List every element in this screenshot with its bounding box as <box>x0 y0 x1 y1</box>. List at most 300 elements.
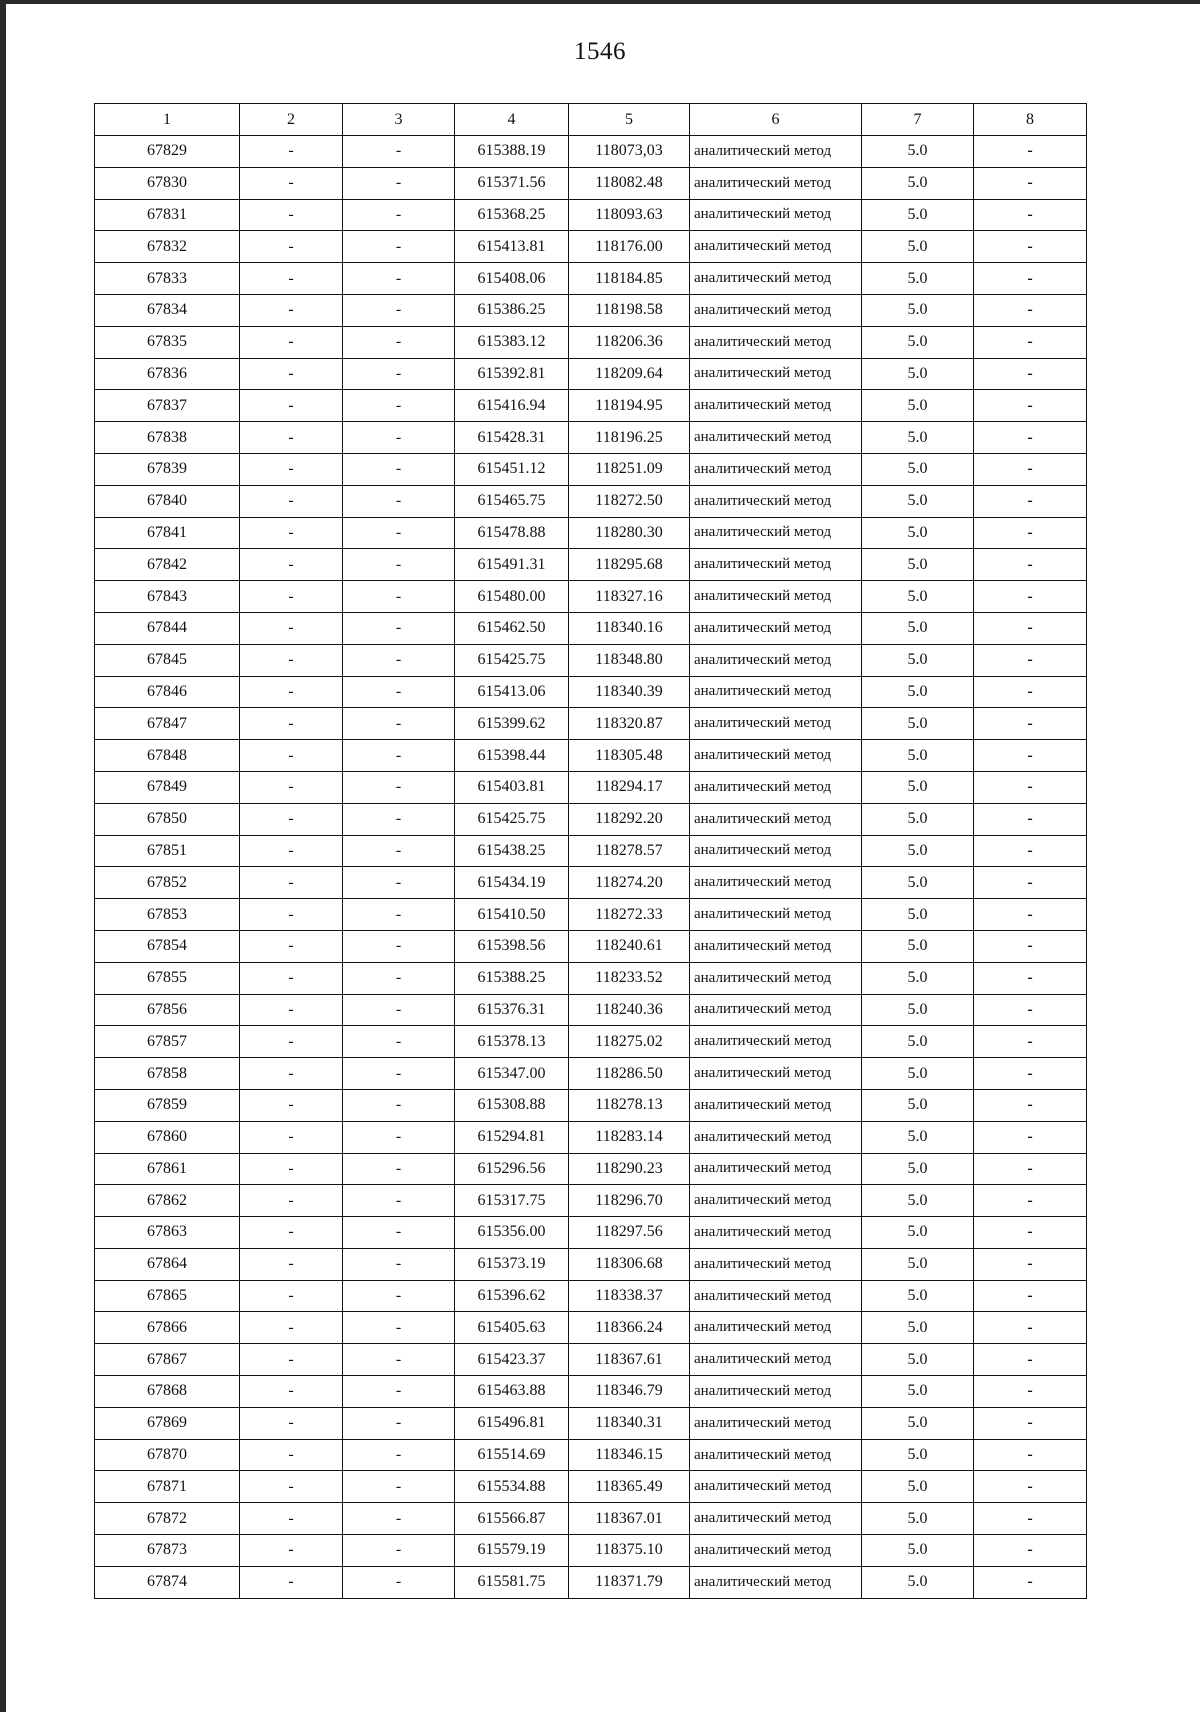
coord-y: 118375.10 <box>569 1535 690 1567</box>
method: аналитический метод <box>690 708 862 740</box>
method: аналитический метод <box>690 1471 862 1503</box>
cell-col2: - <box>240 1471 343 1503</box>
table-row <box>95 644 1087 676</box>
coord-x: 615423.37 <box>455 1344 569 1376</box>
precision: 5.0 <box>862 867 974 899</box>
cell-col3: - <box>343 517 455 549</box>
precision: 5.0 <box>862 453 974 485</box>
table-row <box>95 899 1087 931</box>
cell-col8: - <box>974 930 1087 962</box>
precision: 5.0 <box>862 390 974 422</box>
table-row <box>95 1153 1087 1185</box>
point-number: 67832 <box>95 231 240 263</box>
precision: 5.0 <box>862 1503 974 1535</box>
cell-col2: - <box>240 708 343 740</box>
point-number: 67869 <box>95 1407 240 1439</box>
coord-y: 118367.61 <box>569 1344 690 1376</box>
table-row <box>95 1312 1087 1344</box>
point-number: 67857 <box>95 1026 240 1058</box>
cell-col2: - <box>240 899 343 931</box>
method: аналитический метод <box>690 835 862 867</box>
coord-x: 615478.88 <box>455 517 569 549</box>
cell-col2: - <box>240 199 343 231</box>
method: аналитический метод <box>690 517 862 549</box>
precision: 5.0 <box>862 803 974 835</box>
precision: 5.0 <box>862 899 974 931</box>
method: аналитический метод <box>690 740 862 772</box>
cell-col8: - <box>974 1026 1087 1058</box>
coord-y: 118278.13 <box>569 1089 690 1121</box>
point-number: 67855 <box>95 962 240 994</box>
coord-y: 118233.52 <box>569 962 690 994</box>
point-number: 67842 <box>95 549 240 581</box>
coord-y: 118338.37 <box>569 1280 690 1312</box>
point-number: 67874 <box>95 1566 240 1598</box>
point-number: 67849 <box>95 771 240 803</box>
cell-col8: - <box>974 422 1087 454</box>
table-row <box>95 1217 1087 1249</box>
coord-y: 118290.23 <box>569 1153 690 1185</box>
precision: 5.0 <box>862 1058 974 1090</box>
cell-col2: - <box>240 517 343 549</box>
table-row <box>95 1026 1087 1058</box>
precision: 5.0 <box>862 994 974 1026</box>
cell-col3: - <box>343 867 455 899</box>
coord-x: 615356.00 <box>455 1217 569 1249</box>
coord-x: 615398.44 <box>455 740 569 772</box>
column-header: 4 <box>455 104 569 136</box>
coord-y: 118340.31 <box>569 1407 690 1439</box>
method: аналитический метод <box>690 962 862 994</box>
cell-col8: - <box>974 390 1087 422</box>
cell-col2: - <box>240 453 343 485</box>
coord-x: 615296.56 <box>455 1153 569 1185</box>
table-row <box>95 199 1087 231</box>
point-number: 67835 <box>95 326 240 358</box>
coord-x: 615396.62 <box>455 1280 569 1312</box>
coord-x: 615383.12 <box>455 326 569 358</box>
coord-y: 118194.95 <box>569 390 690 422</box>
cell-col3: - <box>343 708 455 740</box>
cell-col8: - <box>974 1089 1087 1121</box>
cell-col2: - <box>240 1248 343 1280</box>
precision: 5.0 <box>862 326 974 358</box>
coord-x: 615317.75 <box>455 1185 569 1217</box>
cell-col3: - <box>343 390 455 422</box>
table-row <box>95 1566 1087 1598</box>
cell-col3: - <box>343 1185 455 1217</box>
cell-col3: - <box>343 930 455 962</box>
coord-y: 118346.79 <box>569 1376 690 1408</box>
cell-col8: - <box>974 136 1087 168</box>
cell-col8: - <box>974 1566 1087 1598</box>
column-header: 3 <box>343 104 455 136</box>
cell-col3: - <box>343 644 455 676</box>
precision: 5.0 <box>862 1471 974 1503</box>
cell-col8: - <box>974 644 1087 676</box>
coord-x: 615388.25 <box>455 962 569 994</box>
cell-col3: - <box>343 167 455 199</box>
cell-col3: - <box>343 1089 455 1121</box>
cell-col2: - <box>240 1026 343 1058</box>
cell-col3: - <box>343 994 455 1026</box>
cell-col8: - <box>974 771 1087 803</box>
point-number: 67850 <box>95 803 240 835</box>
cell-col2: - <box>240 676 343 708</box>
coord-x: 615491.31 <box>455 549 569 581</box>
method: аналитический метод <box>690 485 862 517</box>
table-row <box>95 867 1087 899</box>
coord-x: 615416.94 <box>455 390 569 422</box>
column-header: 1 <box>95 104 240 136</box>
cell-col3: - <box>343 1535 455 1567</box>
method: аналитический метод <box>690 899 862 931</box>
point-number: 67867 <box>95 1344 240 1376</box>
precision: 5.0 <box>862 1185 974 1217</box>
table-row <box>95 740 1087 772</box>
precision: 5.0 <box>862 136 974 168</box>
table-row <box>95 1248 1087 1280</box>
cell-col2: - <box>240 1217 343 1249</box>
column-header: 7 <box>862 104 974 136</box>
method: аналитический метод <box>690 1217 862 1249</box>
cell-col2: - <box>240 326 343 358</box>
table-row <box>95 581 1087 613</box>
precision: 5.0 <box>862 199 974 231</box>
method: аналитический метод <box>690 1089 862 1121</box>
coord-y: 118305.48 <box>569 740 690 772</box>
cell-col8: - <box>974 549 1087 581</box>
method: аналитический метод <box>690 390 862 422</box>
table-row <box>95 803 1087 835</box>
point-number: 67866 <box>95 1312 240 1344</box>
precision: 5.0 <box>862 1248 974 1280</box>
point-number: 67862 <box>95 1185 240 1217</box>
table-row <box>95 1280 1087 1312</box>
cell-col8: - <box>974 994 1087 1026</box>
cell-col2: - <box>240 994 343 1026</box>
coord-x: 615294.81 <box>455 1121 569 1153</box>
table-row <box>95 422 1087 454</box>
method: аналитический метод <box>690 1026 862 1058</box>
point-number: 67838 <box>95 422 240 454</box>
method: аналитический метод <box>690 358 862 390</box>
method: аналитический метод <box>690 1058 862 1090</box>
method: аналитический метод <box>690 422 862 454</box>
coord-y: 118320.87 <box>569 708 690 740</box>
cell-col8: - <box>974 294 1087 326</box>
coord-y: 118295.68 <box>569 549 690 581</box>
precision: 5.0 <box>862 612 974 644</box>
cell-col3: - <box>343 835 455 867</box>
table-row <box>95 263 1087 295</box>
coord-x: 615368.25 <box>455 199 569 231</box>
precision: 5.0 <box>862 1407 974 1439</box>
coord-y: 118366.24 <box>569 1312 690 1344</box>
coord-y: 118283.14 <box>569 1121 690 1153</box>
precision: 5.0 <box>862 1121 974 1153</box>
table-row <box>95 485 1087 517</box>
method: аналитический метод <box>690 549 862 581</box>
table-row <box>95 1471 1087 1503</box>
cell-col3: - <box>343 1153 455 1185</box>
cell-col8: - <box>974 485 1087 517</box>
point-number: 67837 <box>95 390 240 422</box>
point-number: 67872 <box>95 1503 240 1535</box>
cell-col2: - <box>240 294 343 326</box>
cell-col8: - <box>974 1217 1087 1249</box>
cell-col8: - <box>974 708 1087 740</box>
coord-y: 118272.50 <box>569 485 690 517</box>
cell-col3: - <box>343 771 455 803</box>
cell-col8: - <box>974 1312 1087 1344</box>
coord-x: 615413.06 <box>455 676 569 708</box>
table-row <box>95 1535 1087 1567</box>
point-number: 67859 <box>95 1089 240 1121</box>
cell-col3: - <box>343 899 455 931</box>
coord-x: 615399.62 <box>455 708 569 740</box>
cell-col3: - <box>343 676 455 708</box>
table-row <box>95 771 1087 803</box>
cell-col8: - <box>974 231 1087 263</box>
cell-col2: - <box>240 835 343 867</box>
cell-col2: - <box>240 644 343 676</box>
coord-y: 118206.36 <box>569 326 690 358</box>
method: аналитический метод <box>690 1376 862 1408</box>
coord-y: 118286.50 <box>569 1058 690 1090</box>
cell-col3: - <box>343 1248 455 1280</box>
cell-col2: - <box>240 549 343 581</box>
precision: 5.0 <box>862 1344 974 1376</box>
cell-col3: - <box>343 326 455 358</box>
cell-col8: - <box>974 1471 1087 1503</box>
cell-col2: - <box>240 485 343 517</box>
cell-col2: - <box>240 1376 343 1408</box>
coord-y: 118348.80 <box>569 644 690 676</box>
table-row <box>95 1121 1087 1153</box>
coord-y: 118327.16 <box>569 581 690 613</box>
coord-x: 615308.88 <box>455 1089 569 1121</box>
cell-col2: - <box>240 1439 343 1471</box>
method: аналитический метод <box>690 1407 862 1439</box>
precision: 5.0 <box>862 771 974 803</box>
precision: 5.0 <box>862 231 974 263</box>
cell-col8: - <box>974 199 1087 231</box>
method: аналитический метод <box>690 326 862 358</box>
cell-col8: - <box>974 835 1087 867</box>
cell-col3: - <box>343 231 455 263</box>
cell-col2: - <box>240 740 343 772</box>
coordinates-table <box>94 103 1087 1599</box>
cell-col8: - <box>974 612 1087 644</box>
precision: 5.0 <box>862 1217 974 1249</box>
point-number: 67830 <box>95 167 240 199</box>
cell-col8: - <box>974 517 1087 549</box>
table-row <box>95 390 1087 422</box>
cell-col2: - <box>240 930 343 962</box>
coord-x: 615376.31 <box>455 994 569 1026</box>
table-row <box>95 676 1087 708</box>
cell-col2: - <box>240 1153 343 1185</box>
coord-x: 615438.25 <box>455 835 569 867</box>
coord-x: 615434.19 <box>455 867 569 899</box>
point-number: 67844 <box>95 612 240 644</box>
table-row <box>95 294 1087 326</box>
cell-col8: - <box>974 358 1087 390</box>
coord-x: 615496.81 <box>455 1407 569 1439</box>
cell-col8: - <box>974 1185 1087 1217</box>
cell-col2: - <box>240 1089 343 1121</box>
scan-border-top <box>0 0 1200 4</box>
cell-col3: - <box>343 962 455 994</box>
method: аналитический метод <box>690 803 862 835</box>
table-row <box>95 994 1087 1026</box>
table-body <box>95 136 1087 1599</box>
point-number: 67834 <box>95 294 240 326</box>
cell-col3: - <box>343 199 455 231</box>
point-number: 67841 <box>95 517 240 549</box>
cell-col3: - <box>343 358 455 390</box>
cell-col2: - <box>240 263 343 295</box>
point-number: 67847 <box>95 708 240 740</box>
method: аналитический метод <box>690 644 862 676</box>
point-number: 67871 <box>95 1471 240 1503</box>
cell-col2: - <box>240 962 343 994</box>
coord-x: 615373.19 <box>455 1248 569 1280</box>
coord-y: 118082.48 <box>569 167 690 199</box>
precision: 5.0 <box>862 676 974 708</box>
method: аналитический метод <box>690 1121 862 1153</box>
method: аналитический метод <box>690 676 862 708</box>
cell-col2: - <box>240 1503 343 1535</box>
cell-col8: - <box>974 867 1087 899</box>
method: аналитический метод <box>690 867 862 899</box>
coord-y: 118296.70 <box>569 1185 690 1217</box>
cell-col8: - <box>974 453 1087 485</box>
cell-col3: - <box>343 422 455 454</box>
cell-col8: - <box>974 1344 1087 1376</box>
column-header: 2 <box>240 104 343 136</box>
coord-x: 615386.25 <box>455 294 569 326</box>
coord-x: 615581.75 <box>455 1566 569 1598</box>
table-row <box>95 1185 1087 1217</box>
precision: 5.0 <box>862 962 974 994</box>
precision: 5.0 <box>862 1089 974 1121</box>
point-number: 67864 <box>95 1248 240 1280</box>
point-number: 67868 <box>95 1376 240 1408</box>
table-header-row <box>95 104 1087 136</box>
precision: 5.0 <box>862 167 974 199</box>
coord-x: 615451.12 <box>455 453 569 485</box>
cell-col2: - <box>240 1312 343 1344</box>
method: аналитический метод <box>690 581 862 613</box>
precision: 5.0 <box>862 930 974 962</box>
point-number: 67873 <box>95 1535 240 1567</box>
cell-col8: - <box>974 326 1087 358</box>
coord-y: 118340.16 <box>569 612 690 644</box>
coord-y: 118278.57 <box>569 835 690 867</box>
precision: 5.0 <box>862 1566 974 1598</box>
table-row <box>95 708 1087 740</box>
table-row <box>95 549 1087 581</box>
cell-col3: - <box>343 1121 455 1153</box>
method: аналитический метод <box>690 1153 862 1185</box>
point-number: 67840 <box>95 485 240 517</box>
cell-col2: - <box>240 771 343 803</box>
cell-col3: - <box>343 1566 455 1598</box>
coord-x: 615480.00 <box>455 581 569 613</box>
page-number: 1546 <box>574 38 626 65</box>
scan-border-left <box>0 0 6 1712</box>
coord-y: 118274.20 <box>569 867 690 899</box>
method: аналитический метод <box>690 1312 862 1344</box>
cell-col8: - <box>974 1535 1087 1567</box>
coord-y: 118198.58 <box>569 294 690 326</box>
method: аналитический метод <box>690 453 862 485</box>
cell-col3: - <box>343 1058 455 1090</box>
coord-x: 615408.06 <box>455 263 569 295</box>
method: аналитический метод <box>690 612 862 644</box>
coord-y: 118093.63 <box>569 199 690 231</box>
coord-y: 118275.02 <box>569 1026 690 1058</box>
cell-col3: - <box>343 1312 455 1344</box>
cell-col8: - <box>974 899 1087 931</box>
coord-x: 615398.56 <box>455 930 569 962</box>
table-row <box>95 1089 1087 1121</box>
coord-x: 615405.63 <box>455 1312 569 1344</box>
cell-col3: - <box>343 294 455 326</box>
coord-x: 615463.88 <box>455 1376 569 1408</box>
table-row <box>95 835 1087 867</box>
coord-x: 615413.81 <box>455 231 569 263</box>
point-number: 67861 <box>95 1153 240 1185</box>
cell-col2: - <box>240 1121 343 1153</box>
coord-x: 615428.31 <box>455 422 569 454</box>
method: аналитический метод <box>690 1535 862 1567</box>
method: аналитический метод <box>690 1344 862 1376</box>
cell-col3: - <box>343 136 455 168</box>
table-row <box>95 231 1087 263</box>
point-number: 67829 <box>95 136 240 168</box>
cell-col2: - <box>240 167 343 199</box>
cell-col2: - <box>240 136 343 168</box>
cell-col2: - <box>240 803 343 835</box>
cell-col3: - <box>343 1280 455 1312</box>
coord-x: 615403.81 <box>455 771 569 803</box>
cell-col2: - <box>240 1185 343 1217</box>
precision: 5.0 <box>862 1439 974 1471</box>
precision: 5.0 <box>862 835 974 867</box>
cell-col8: - <box>974 581 1087 613</box>
coord-y: 118294.17 <box>569 771 690 803</box>
cell-col2: - <box>240 422 343 454</box>
coord-y: 118346.15 <box>569 1439 690 1471</box>
cell-col8: - <box>974 1058 1087 1090</box>
precision: 5.0 <box>862 263 974 295</box>
coord-x: 615566.87 <box>455 1503 569 1535</box>
table-row <box>95 962 1087 994</box>
table-row <box>95 517 1087 549</box>
coord-y: 118272.33 <box>569 899 690 931</box>
cell-col3: - <box>343 581 455 613</box>
precision: 5.0 <box>862 708 974 740</box>
cell-col8: - <box>974 1376 1087 1408</box>
cell-col3: - <box>343 1407 455 1439</box>
cell-col2: - <box>240 231 343 263</box>
cell-col3: - <box>343 453 455 485</box>
cell-col2: - <box>240 390 343 422</box>
point-number: 67848 <box>95 740 240 772</box>
